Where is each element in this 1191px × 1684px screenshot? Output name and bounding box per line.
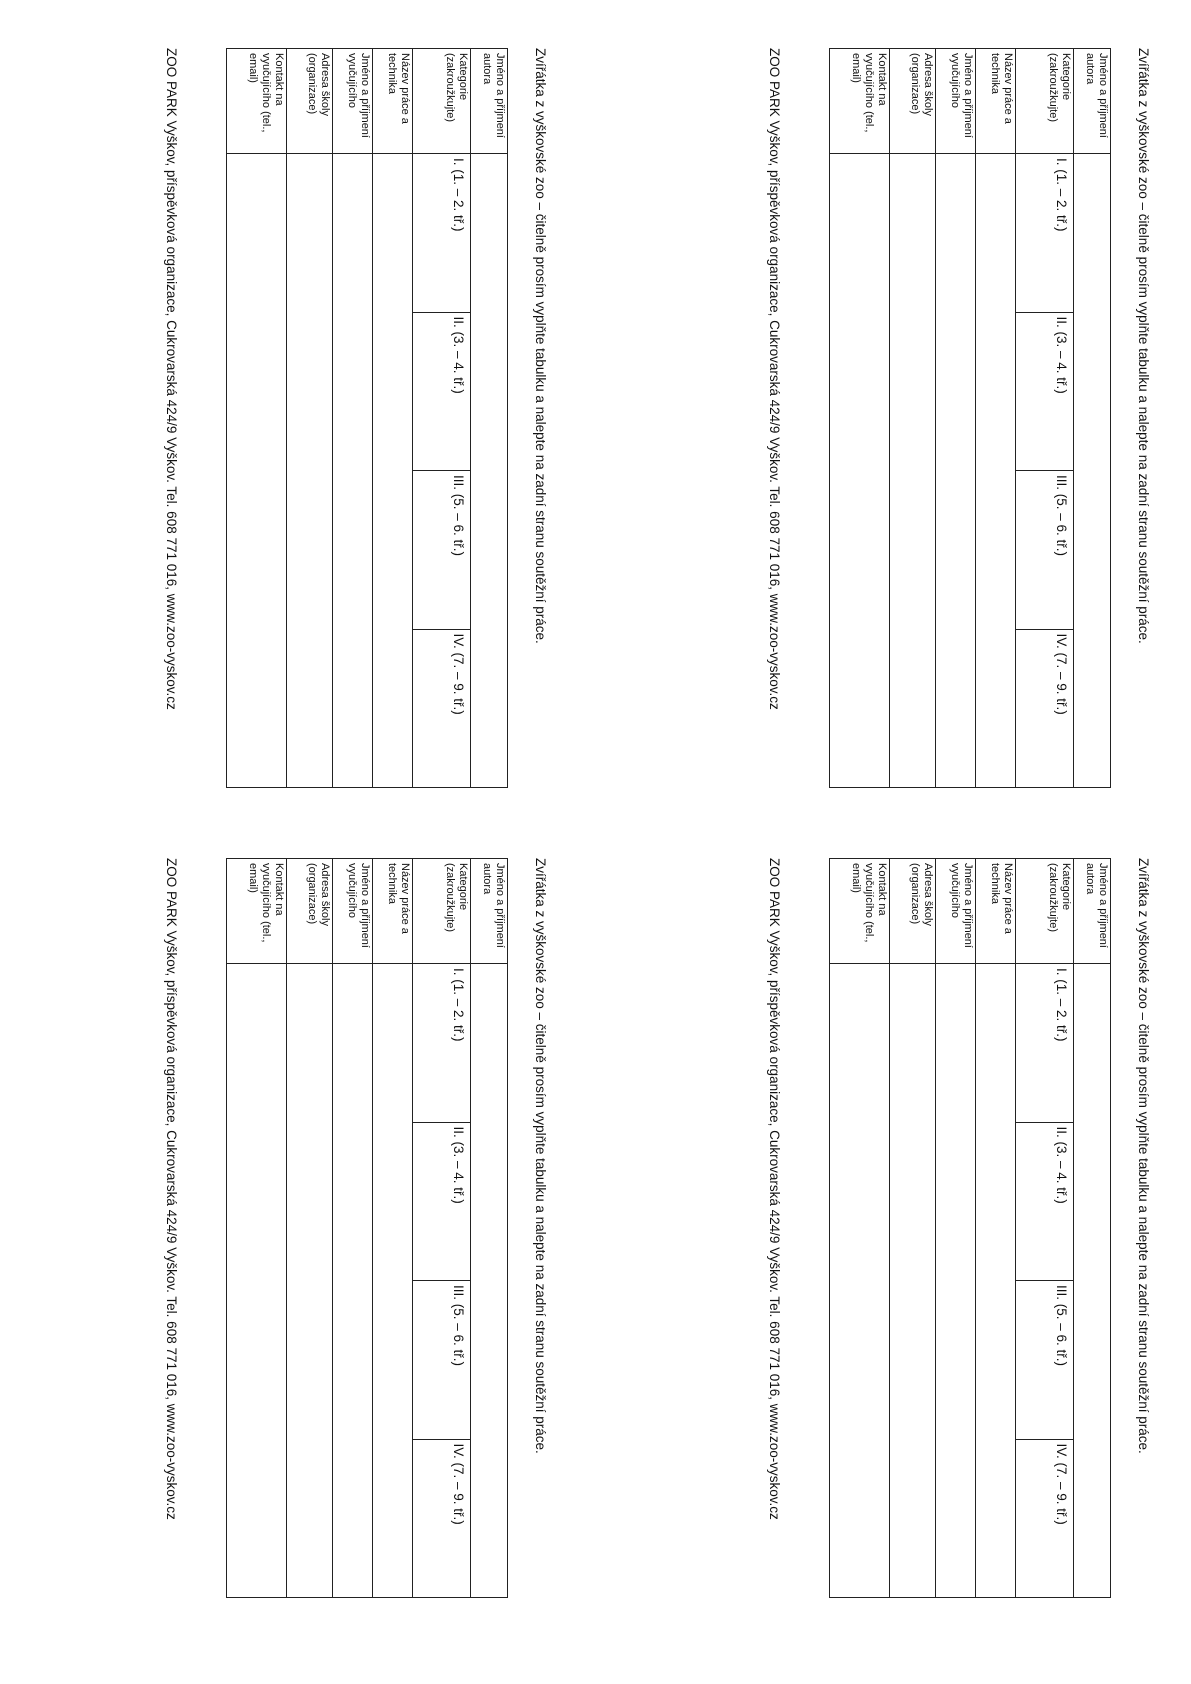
form-footer: ZOO PARK Vyškov, příspěvková organizace, Cukrovarská 424/9 Vyškov. Tel. 608 771 016, www.zoo-vyskov.cz [767, 858, 782, 1520]
field-school[interactable] [287, 154, 333, 788]
row-contact [830, 859, 890, 1598]
row-author [471, 859, 508, 1598]
category-option-1[interactable]: I. (1. – 2. tř.) [1016, 964, 1074, 1123]
row-work-title [373, 859, 413, 1598]
label-school: Adresa školy (organizace) [890, 859, 936, 964]
field-work-title[interactable] [976, 154, 1016, 788]
row-author [1074, 859, 1111, 1598]
category-option-1[interactable]: I. (1. – 2. tř.) [1016, 154, 1074, 313]
category-option-2[interactable]: II. (3. – 4. tř.) [413, 1122, 471, 1281]
row-school [287, 49, 333, 788]
field-contact[interactable] [830, 154, 890, 788]
label-school: Adresa školy (organizace) [287, 859, 333, 964]
row-school [890, 49, 936, 788]
field-teacher[interactable] [333, 154, 373, 788]
field-author[interactable] [471, 964, 508, 1598]
field-school[interactable] [287, 964, 333, 1598]
row-category [1016, 49, 1074, 788]
label-category: Kategorie (zakroužkujte) [1016, 49, 1074, 154]
label-category: Kategorie (zakroužkujte) [413, 49, 471, 154]
field-contact[interactable] [227, 964, 287, 1598]
form-title: Zvířátka z vyškovské zoo – čitelně prosím vyplňte tabulku a nalepte na zadní stranu soutěžní práce. [1136, 858, 1151, 1454]
row-school [890, 859, 936, 1598]
field-work-title[interactable] [373, 154, 413, 788]
form-title: Zvířátka z vyškovské zoo – čitelně prosím vyplňte tabulku a nalepte na zadní stranu soutěžní práce. [1136, 48, 1151, 644]
field-author[interactable] [1074, 964, 1111, 1598]
label-teacher: Jméno a příjmení vyučujícího [333, 859, 373, 964]
row-teacher [333, 49, 373, 788]
row-category [413, 859, 471, 1598]
label-author: Jméno a příjmení autora [471, 49, 508, 154]
category-option-3[interactable]: III. (5. – 6. tř.) [413, 1281, 471, 1440]
row-contact [227, 859, 287, 1598]
form-title: Zvířátka z vyškovské zoo – čitelně prosím vyplňte tabulku a nalepte na zadní stranu soutěžní práce. [533, 48, 548, 644]
field-author[interactable] [471, 154, 508, 788]
field-teacher[interactable] [936, 964, 976, 1598]
entry-form-bottom-left [0, 858, 549, 1598]
row-school [287, 859, 333, 1598]
category-option-2[interactable]: II. (3. – 4. tř.) [413, 312, 471, 471]
form-footer: ZOO PARK Vyškov, příspěvková organizace, Cukrovarská 424/9 Vyškov. Tel. 608 771 016, www.zoo-vyskov.cz [164, 858, 179, 1520]
row-work-title [976, 49, 1016, 788]
category-option-4[interactable]: IV. (7. – 9. tř.) [1016, 629, 1074, 788]
label-category: Kategorie (zakroužkujte) [1016, 859, 1074, 964]
field-school[interactable] [890, 964, 936, 1598]
label-author: Jméno a příjmení autora [471, 859, 508, 964]
row-contact [830, 49, 890, 788]
category-option-1[interactable]: I. (1. – 2. tř.) [413, 964, 471, 1123]
entry-form-top-left [0, 48, 549, 788]
row-author [471, 49, 508, 788]
label-teacher: Jméno a příjmení vyučujícího [333, 49, 373, 154]
label-work-title: Název práce a technika [976, 49, 1016, 154]
row-work-title [976, 859, 1016, 1598]
field-author[interactable] [1074, 154, 1111, 788]
field-teacher[interactable] [936, 154, 976, 788]
category-option-4[interactable]: IV. (7. – 9. tř.) [413, 629, 471, 788]
label-contact: Kontakt na vyučujícího (tel., email) [227, 859, 287, 964]
label-contact: Kontakt na vyučujícího (tel., email) [830, 859, 890, 964]
field-contact[interactable] [830, 964, 890, 1598]
row-category [413, 49, 471, 788]
entry-table [226, 858, 508, 1598]
label-work-title: Název práce a technika [373, 859, 413, 964]
entry-form-bottom-right [592, 858, 1152, 1598]
label-teacher: Jméno a příjmení vyučujícího [936, 859, 976, 964]
field-contact[interactable] [227, 154, 287, 788]
row-work-title [373, 49, 413, 788]
category-option-4[interactable]: IV. (7. – 9. tř.) [1016, 1439, 1074, 1598]
field-school[interactable] [890, 154, 936, 788]
entry-form-top-right [592, 48, 1152, 788]
entry-table [829, 48, 1111, 788]
label-category: Kategorie (zakroužkujte) [413, 859, 471, 964]
category-option-2[interactable]: II. (3. – 4. tř.) [1016, 1122, 1074, 1281]
category-option-3[interactable]: III. (5. – 6. tř.) [413, 471, 471, 630]
category-option-2[interactable]: II. (3. – 4. tř.) [1016, 312, 1074, 471]
label-work-title: Název práce a technika [373, 49, 413, 154]
form-footer: ZOO PARK Vyškov, příspěvková organizace, Cukrovarská 424/9 Vyškov. Tel. 608 771 016, www.zoo-vyskov.cz [164, 48, 179, 710]
field-work-title[interactable] [373, 964, 413, 1598]
row-author [1074, 49, 1111, 788]
category-option-3[interactable]: III. (5. – 6. tř.) [1016, 471, 1074, 630]
form-title: Zvířátka z vyškovské zoo – čitelně prosím vyplňte tabulku a nalepte na zadní stranu soutěžní práce. [533, 858, 548, 1454]
row-contact [227, 49, 287, 788]
entry-table [226, 48, 508, 788]
field-work-title[interactable] [976, 964, 1016, 1598]
label-school: Adresa školy (organizace) [890, 49, 936, 154]
row-teacher [936, 859, 976, 1598]
label-school: Adresa školy (organizace) [287, 49, 333, 154]
field-teacher[interactable] [333, 964, 373, 1598]
category-option-4[interactable]: IV. (7. – 9. tř.) [413, 1439, 471, 1598]
row-category [1016, 859, 1074, 1598]
category-option-1[interactable]: I. (1. – 2. tř.) [413, 154, 471, 313]
entry-table [829, 858, 1111, 1598]
row-teacher [936, 49, 976, 788]
label-teacher: Jméno a příjmení vyučujícího [936, 49, 976, 154]
label-author: Jméno a příjmení autora [1074, 49, 1111, 154]
label-work-title: Název práce a technika [976, 859, 1016, 964]
label-contact: Kontakt na vyučujícího (tel., email) [227, 49, 287, 154]
label-author: Jméno a příjmení autora [1074, 859, 1111, 964]
label-contact: Kontakt na vyučujícího (tel., email) [830, 49, 890, 154]
row-teacher [333, 859, 373, 1598]
form-footer: ZOO PARK Vyškov, příspěvková organizace, Cukrovarská 424/9 Vyškov. Tel. 608 771 016, www.zoo-vyskov.cz [767, 48, 782, 710]
category-option-3[interactable]: III. (5. – 6. tř.) [1016, 1281, 1074, 1440]
